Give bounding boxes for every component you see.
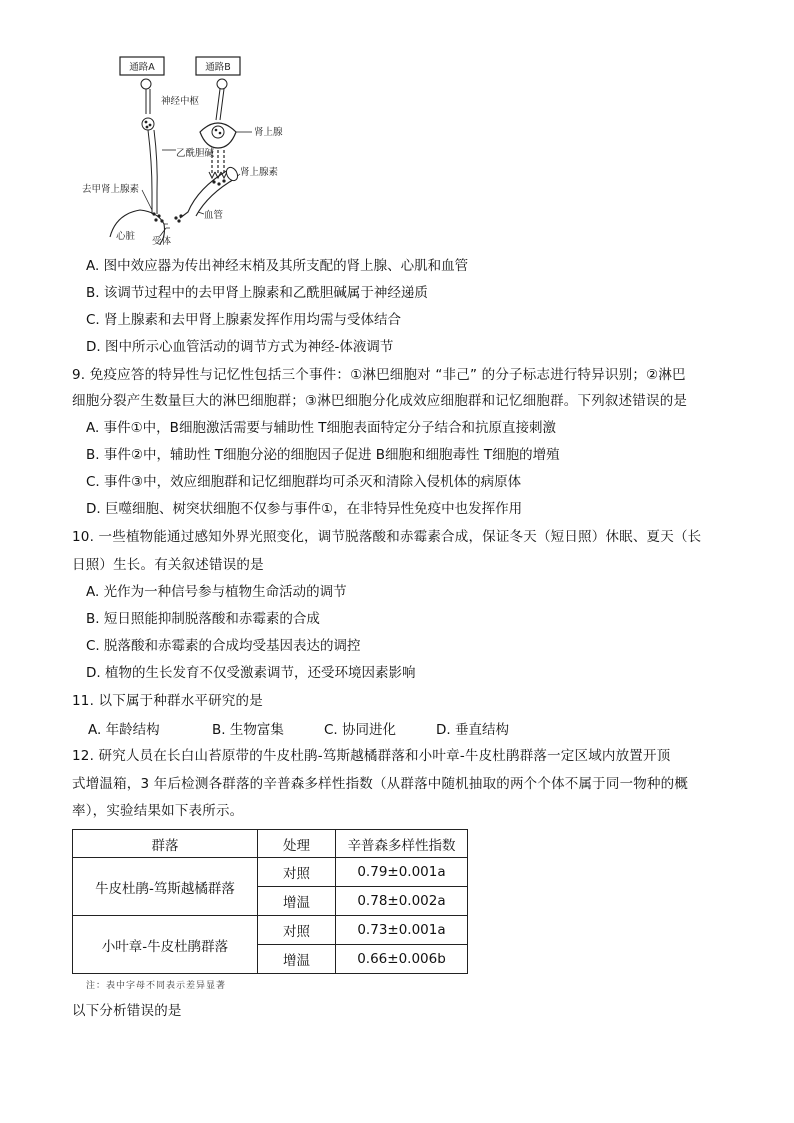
- path-b-label: 通路B: [205, 62, 231, 73]
- vessel-label: 血管: [204, 210, 224, 221]
- table-cell-treatment: 对照: [258, 858, 336, 887]
- q9-option-a: A. 事件①中，B细胞激活需要与辅助性 T细胞表面特定分子结合和抗原直接刺激: [86, 420, 556, 436]
- heart-label: 心脏: [116, 231, 136, 242]
- q11-option-a: A. 年龄结构: [88, 722, 160, 738]
- norepinephrine-label: 去甲肾上腺素: [82, 184, 140, 195]
- q10-option-a: A. 光作为一种信号参与植物生命活动的调节: [86, 584, 347, 600]
- q11-option-c: C. 协同进化: [324, 722, 397, 738]
- q10-stem-line1: 10. 一些植物能通过感知外界光照变化，调节脱落酸和赤霉素合成，保证冬天（短日照）休眠、夏天（长: [72, 529, 702, 545]
- q9-option-b: B. 事件②中，辅助性 T细胞分泌的细胞因子促进 B细胞和细胞毒性 T细胞的增殖: [86, 447, 560, 463]
- cardiovascular-regulation-diagram: [80, 52, 320, 247]
- table-header-treatment: 处理: [258, 830, 336, 858]
- nerve-center-label: 神经中枢: [160, 96, 200, 107]
- adrenal-label: 肾上腺: [254, 127, 283, 138]
- table-cell-value: 0.66±0.006b: [336, 945, 468, 974]
- table-header-row: [73, 830, 468, 858]
- q8-option-c: C. 肾上腺素和去甲肾上腺素发挥作用均需与受体结合: [86, 312, 402, 328]
- q10-option-d: D. 植物的生长发育不仅受激素调节，还受环境因素影响: [86, 665, 416, 681]
- table-row: [73, 916, 468, 945]
- receptor-label: 受体: [152, 236, 172, 247]
- q9-option-c: C. 事件③中，效应细胞群和记忆细胞群均可杀灭和清除入侵机体的病原体: [86, 474, 522, 490]
- q10-option-b: B. 短日照能抑制脱落酸和赤霉素的合成: [86, 611, 320, 627]
- q12-stem-line3: 率），实验结果如下表所示。: [72, 803, 244, 819]
- q8-option-b: B. 该调节过程中的去甲肾上腺素和乙酰胆碱属于神经递质: [86, 285, 428, 301]
- table-cell-value: 0.73±0.001a: [336, 916, 468, 945]
- q10-stem-line2: 日照）生长。有关叙述错误的是: [72, 557, 264, 573]
- q11-option-b: B. 生物富集: [212, 722, 284, 738]
- q9-stem-line2: 细胞分裂产生数量巨大的淋巴细胞群；③淋巴细胞分化成效应细胞群和记忆细胞群。下列叙述错误的是: [72, 393, 688, 409]
- q8-option-d: D. 图中所示心血管活动的调节方式为神经-体液调节: [86, 339, 394, 355]
- neuron-b-body: [217, 79, 227, 89]
- ach-label: 乙酰胆碱: [176, 148, 215, 159]
- q10-option-c: C. 脱落酸和赤霉素的合成均受基因表达的调控: [86, 638, 361, 654]
- path-a-label: 通路A: [129, 62, 155, 73]
- q8-option-a: A. 图中效应器为传出神经末梢及其所支配的肾上腺、心肌和血管: [86, 258, 469, 274]
- table-cell-community: 牛皮杜鹃-笃斯越橘群落: [73, 858, 258, 916]
- table-header-index: 辛普森多样性指数: [336, 830, 468, 858]
- epinephrine-label: 肾上腺素: [240, 167, 279, 178]
- table-cell-treatment: 增温: [258, 887, 336, 916]
- table-cell-treatment: 对照: [258, 916, 336, 945]
- table-row: [73, 858, 468, 887]
- table-cell-value: 0.79±0.001a: [336, 858, 468, 887]
- q12-stem-line1: 12. 研究人员在长白山苔原带的牛皮杜鹃-笃斯越橘群落和小叶章-牛皮杜鹃群落一定区域内放置开顶: [72, 748, 671, 764]
- q9-stem-line1: 9. 免疫应答的特异性与记忆性包括三个事件：①淋巴细胞对 “非己” 的分子标志进行特异识别；②淋巴: [72, 367, 686, 383]
- neuron-a-body: [141, 79, 151, 89]
- q11-option-d: D. 垂直结构: [436, 722, 509, 738]
- q11-options: [88, 718, 548, 740]
- table-header-community: 群落: [73, 830, 258, 858]
- table-cell-community: 小叶章-牛皮杜鹃群落: [73, 916, 258, 974]
- q12-tail: 以下分析错误的是: [72, 1003, 182, 1019]
- q11-stem: 11. 以下属于种群水平研究的是: [72, 693, 263, 709]
- table-cell-value: 0.78±0.002a: [336, 887, 468, 916]
- q9-option-d: D. 巨噬细胞、树突状细胞不仅参与事件①，在非特异性免疫中也发挥作用: [86, 501, 523, 517]
- q12-stem-line2: 式增温箱，3 年后检测各群落的辛普森多样性指数（从群落中随机抽取的两个个体不属于同一物种的概: [72, 776, 689, 792]
- table-cell-treatment: 增温: [258, 945, 336, 974]
- diversity-table: [72, 829, 468, 974]
- table-note: 注：表中字母不同表示差异显著: [86, 981, 227, 991]
